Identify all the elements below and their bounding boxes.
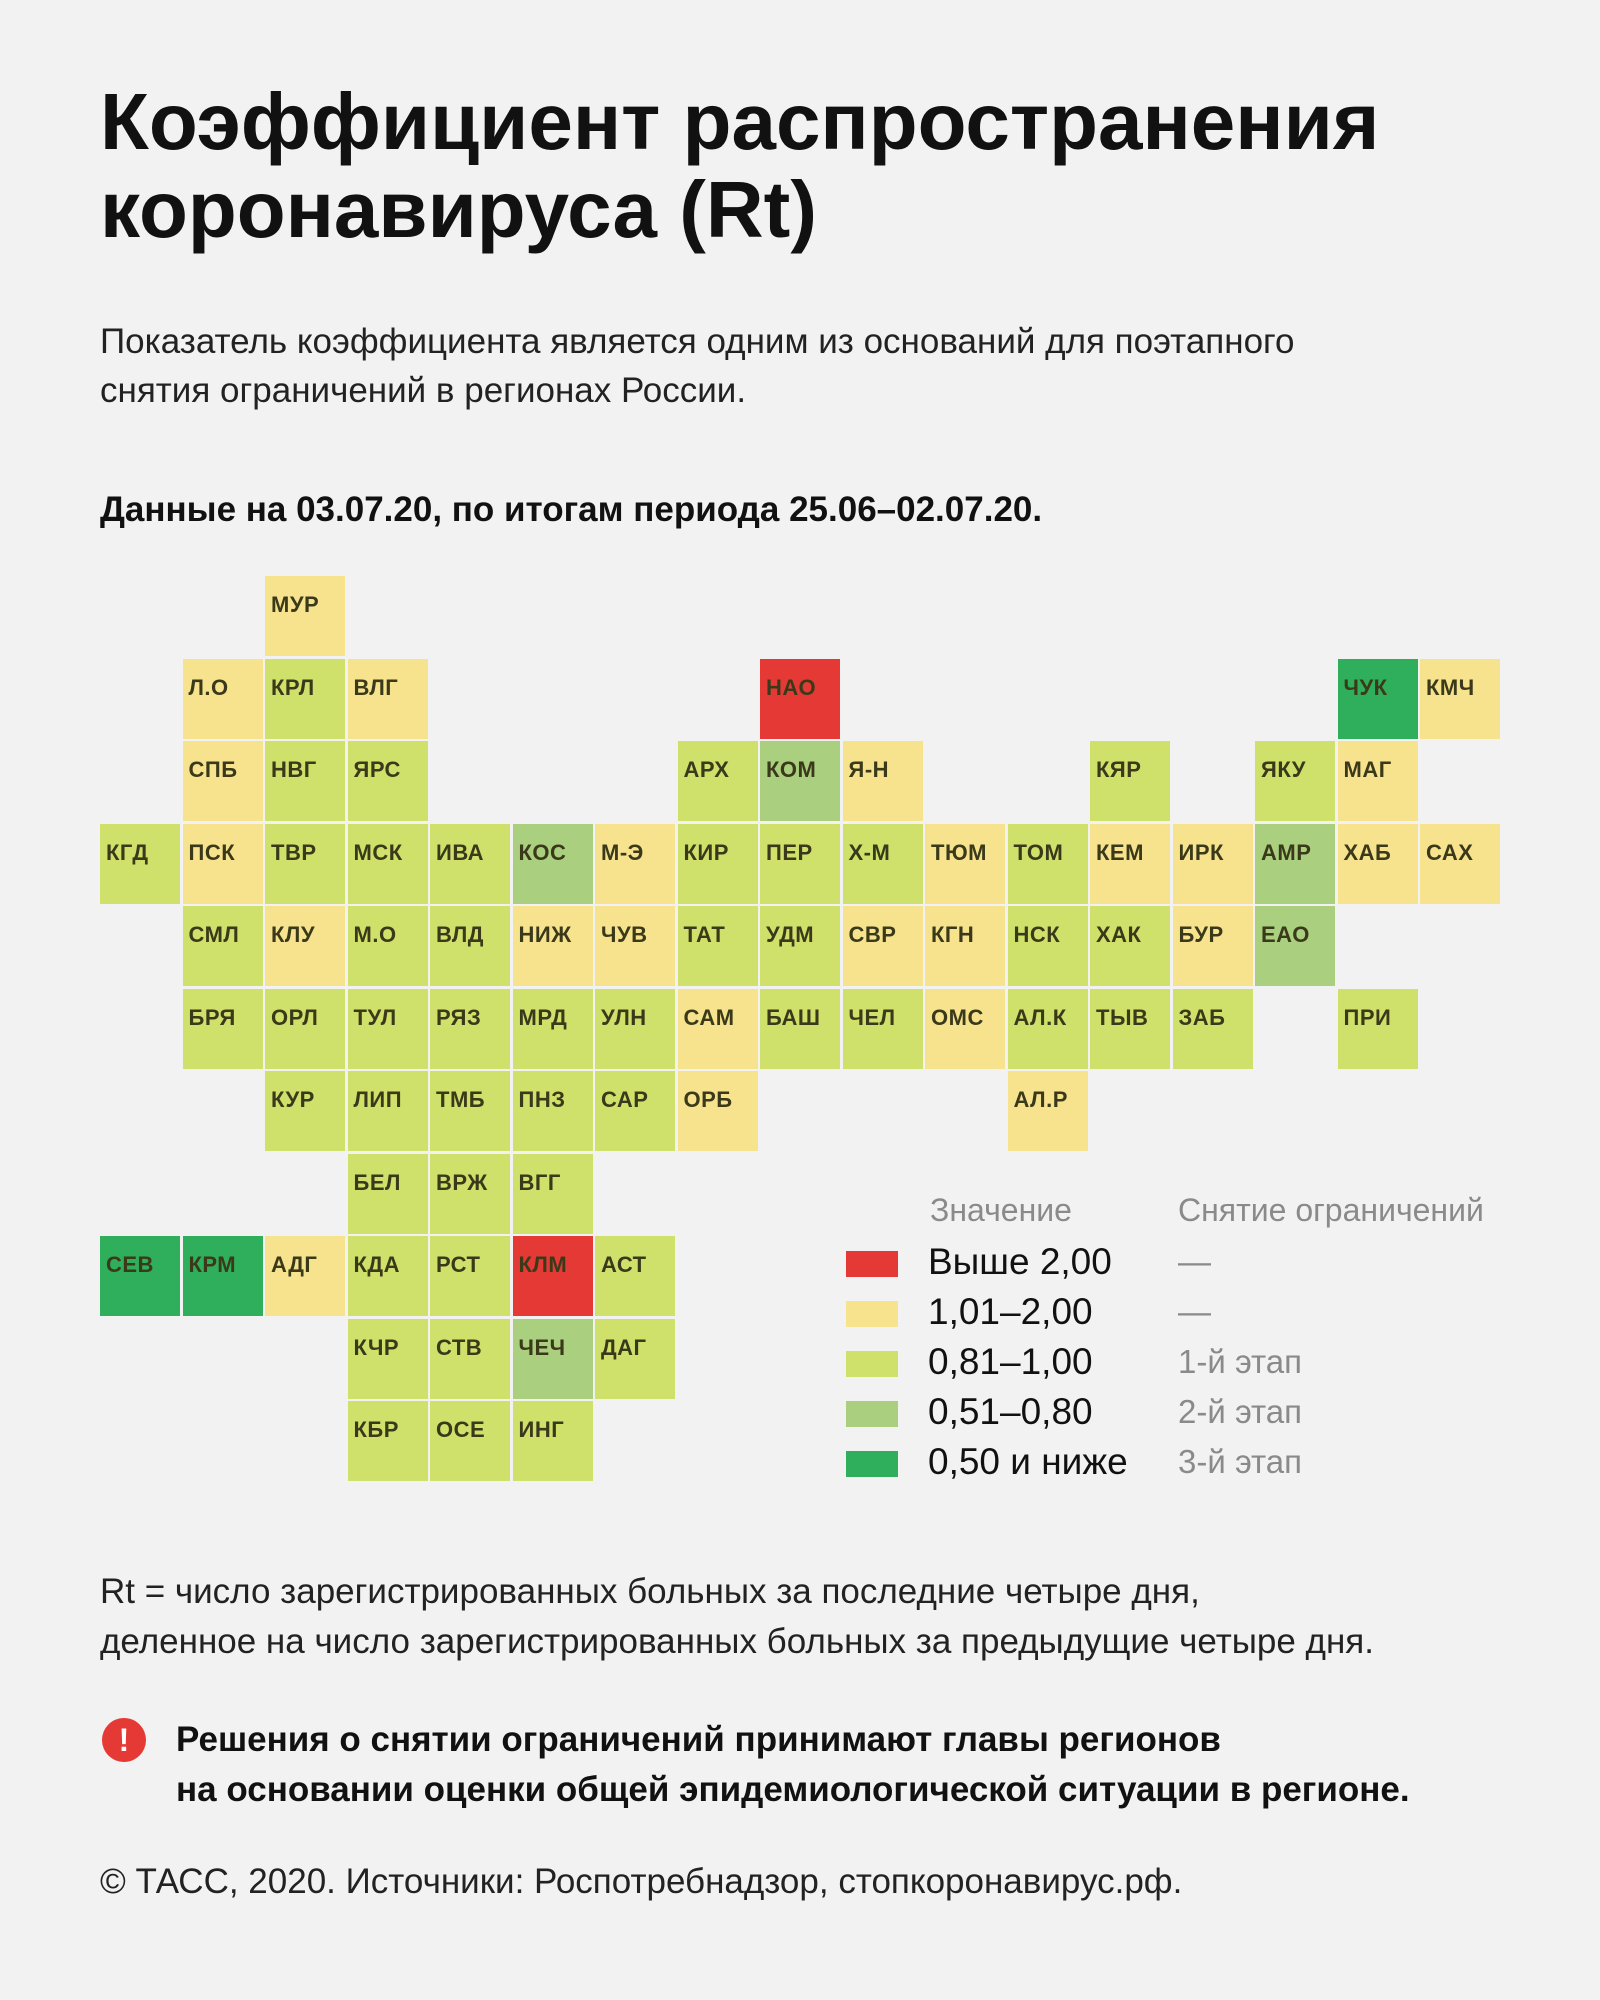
region-tile-ПСК: ПСК bbox=[183, 824, 263, 904]
region-tile-БЕЛ: БЕЛ bbox=[348, 1154, 428, 1234]
warning-line-1: Решения о снятии ограничений принимают главы регионов bbox=[176, 1720, 1221, 1759]
region-tile-АЛ.Р: АЛ.Р bbox=[1008, 1071, 1088, 1151]
legend-stage: 2-й этап bbox=[1178, 1393, 1303, 1430]
region-tile-МРД: МРД bbox=[513, 989, 593, 1069]
region-tile-ЗАБ: ЗАБ bbox=[1173, 989, 1253, 1069]
region-tile-АРХ: АРХ bbox=[678, 741, 758, 821]
region-tile-НСК: НСК bbox=[1008, 906, 1088, 986]
region-tile-КРЛ: КРЛ bbox=[265, 659, 345, 739]
region-tile-ПНЗ: ПНЗ bbox=[513, 1071, 593, 1151]
region-tile-МАГ: МАГ bbox=[1338, 741, 1418, 821]
region-tile-ОМС: ОМС bbox=[925, 989, 1005, 1069]
region-tile-СЕВ: СЕВ bbox=[100, 1236, 180, 1316]
region-tile-МСК: МСК bbox=[348, 824, 428, 904]
region-tile-ТЫВ: ТЫВ bbox=[1090, 989, 1170, 1069]
region-tile-КИР: КИР bbox=[678, 824, 758, 904]
region-tile-СТВ: СТВ bbox=[430, 1319, 510, 1399]
region-tile-Х-М: Х-М bbox=[843, 824, 923, 904]
region-tile-ИРК: ИРК bbox=[1173, 824, 1253, 904]
warning-note bbox=[176, 1715, 1556, 1815]
legend-stage: — bbox=[1178, 1243, 1211, 1280]
region-tile-КЯР: КЯР bbox=[1090, 741, 1170, 821]
region-tile-М.О: М.О bbox=[348, 906, 428, 986]
region-tile-ТАТ: ТАТ bbox=[678, 906, 758, 986]
subtitle-line-2: снятия ограничений в регионах России. bbox=[100, 371, 747, 410]
region-tile-ЕАО: ЕАО bbox=[1255, 906, 1335, 986]
source-credit: © ТАСС, 2020. Источники: Роспотребнадзор, стопкоронавирус.рф. bbox=[100, 1862, 1183, 1901]
region-tile-СМЛ: СМЛ bbox=[183, 906, 263, 986]
legend-header-value: Значение bbox=[930, 1192, 1072, 1228]
region-tile-САМ: САМ bbox=[678, 989, 758, 1069]
region-tile-БУР: БУР bbox=[1173, 906, 1253, 986]
region-tile-КЛУ: КЛУ bbox=[265, 906, 345, 986]
region-tile-ДАГ: ДАГ bbox=[595, 1319, 675, 1399]
region-tile-КЧР: КЧР bbox=[348, 1319, 428, 1399]
region-tile-ТВР: ТВР bbox=[265, 824, 345, 904]
title-line-1: Коэффициент распространения bbox=[100, 77, 1380, 166]
region-tile-ПЕР: ПЕР bbox=[760, 824, 840, 904]
region-tile-ЯРС: ЯРС bbox=[348, 741, 428, 821]
region-tile-ЧУВ: ЧУВ bbox=[595, 906, 675, 986]
legend-swatch-green bbox=[846, 1451, 898, 1477]
warning-line-2: на основании оценки общей эпидемиологической ситуации в регионе. bbox=[176, 1770, 1410, 1809]
region-tile-КМЧ: КМЧ bbox=[1420, 659, 1500, 739]
legend-swatch-yellow bbox=[846, 1301, 898, 1327]
region-tile-ЯКУ: ЯКУ bbox=[1255, 741, 1335, 821]
region-tile-РЯЗ: РЯЗ bbox=[430, 989, 510, 1069]
region-tile-НИЖ: НИЖ bbox=[513, 906, 593, 986]
region-tile-ВГГ: ВГГ bbox=[513, 1154, 593, 1234]
legend-label: 0,50 и ниже bbox=[928, 1441, 1128, 1482]
region-tile-Л.О: Л.О bbox=[183, 659, 263, 739]
formula-line-2: деленное на число зарегистрированных больных за предыдущие четыре дня. bbox=[100, 1622, 1374, 1661]
region-tile-КЕМ: КЕМ bbox=[1090, 824, 1170, 904]
region-tile-КРМ: КРМ bbox=[183, 1236, 263, 1316]
region-tile-ВРЖ: ВРЖ bbox=[430, 1154, 510, 1234]
region-tile-ТОМ: ТОМ bbox=[1008, 824, 1088, 904]
legend-swatch-light-green bbox=[846, 1401, 898, 1427]
region-tile-НАО: НАО bbox=[760, 659, 840, 739]
region-tile-ХАК: ХАК bbox=[1090, 906, 1170, 986]
region-tile-БРЯ: БРЯ bbox=[183, 989, 263, 1069]
region-tile-АСТ: АСТ bbox=[595, 1236, 675, 1316]
legend-stage: 3-й этап bbox=[1178, 1443, 1303, 1480]
legend-swatch-lime bbox=[846, 1351, 898, 1377]
exclamation-icon: ! bbox=[102, 1718, 146, 1762]
region-tile-КЛМ: КЛМ bbox=[513, 1236, 593, 1316]
region-tile-РСТ: РСТ bbox=[430, 1236, 510, 1316]
region-tile-КДА: КДА bbox=[348, 1236, 428, 1316]
legend-label: 0,51–0,80 bbox=[928, 1391, 1093, 1432]
region-tile-БАШ: БАШ bbox=[760, 989, 840, 1069]
region-tile-КУР: КУР bbox=[265, 1071, 345, 1151]
legend-stage: — bbox=[1178, 1293, 1211, 1330]
page-title bbox=[100, 78, 1540, 254]
region-tile-ВЛГ: ВЛГ bbox=[348, 659, 428, 739]
title-line-2: коронавируса (Rt) bbox=[100, 165, 817, 254]
region-tile-УДМ: УДМ bbox=[760, 906, 840, 986]
data-date: Данные на 03.07.20, по итогам периода 25.06–02.07.20. bbox=[100, 490, 1043, 529]
region-tile-М-Э: М-Э bbox=[595, 824, 675, 904]
legend-label: 0,81–1,00 bbox=[928, 1341, 1093, 1382]
region-tile-СПБ: СПБ bbox=[183, 741, 263, 821]
region-tile-АМР: АМР bbox=[1255, 824, 1335, 904]
legend-label: Выше 2,00 bbox=[928, 1241, 1112, 1282]
region-tile-Я-Н: Я-Н bbox=[843, 741, 923, 821]
region-tile-ЧЕЧ: ЧЕЧ bbox=[513, 1319, 593, 1399]
region-tile-КГН: КГН bbox=[925, 906, 1005, 986]
region-tile-ТЮМ: ТЮМ bbox=[925, 824, 1005, 904]
region-tile-ВЛД: ВЛД bbox=[430, 906, 510, 986]
region-tile-ОРЛ: ОРЛ bbox=[265, 989, 345, 1069]
subtitle-line-1: Показатель коэффициента является одним из оснований для поэтапного bbox=[100, 322, 1295, 361]
region-tile-ЧУК: ЧУК bbox=[1338, 659, 1418, 739]
region-tile-НВГ: НВГ bbox=[265, 741, 345, 821]
region-tile-ЧЕЛ: ЧЕЛ bbox=[843, 989, 923, 1069]
legend-label: 1,01–2,00 bbox=[928, 1291, 1093, 1332]
region-tile-САХ: САХ bbox=[1420, 824, 1500, 904]
legend-header-stage: Снятие ограничений bbox=[1178, 1192, 1484, 1228]
region-tile-ПРИ: ПРИ bbox=[1338, 989, 1418, 1069]
region-tile-ОРБ: ОРБ bbox=[678, 1071, 758, 1151]
region-tile-САР: САР bbox=[595, 1071, 675, 1151]
legend-stage: 1-й этап bbox=[1178, 1343, 1303, 1380]
region-tile-КОМ: КОМ bbox=[760, 741, 840, 821]
region-tile-ХАБ: ХАБ bbox=[1338, 824, 1418, 904]
region-tile-УЛН: УЛН bbox=[595, 989, 675, 1069]
region-tile-КГД: КГД bbox=[100, 824, 180, 904]
region-tile-КБР: КБР bbox=[348, 1401, 428, 1481]
region-tile-МУР: МУР bbox=[265, 576, 345, 656]
rt-formula bbox=[100, 1567, 1560, 1667]
region-tile-ТУЛ: ТУЛ bbox=[348, 989, 428, 1069]
region-tile-ТМБ: ТМБ bbox=[430, 1071, 510, 1151]
region-tile-АЛ.К: АЛ.К bbox=[1008, 989, 1088, 1069]
region-tile-АДГ: АДГ bbox=[265, 1236, 345, 1316]
formula-line-1: Rt = число зарегистрированных больных за последние четыре дня, bbox=[100, 1572, 1200, 1611]
region-tile-ИНГ: ИНГ bbox=[513, 1401, 593, 1481]
region-tile-ЛИП: ЛИП bbox=[348, 1071, 428, 1151]
region-tile-КОС: КОС bbox=[513, 824, 593, 904]
subtitle bbox=[100, 317, 1540, 415]
region-tile-СВР: СВР bbox=[843, 906, 923, 986]
legend-swatch-red bbox=[846, 1251, 898, 1277]
region-tile-ИВА: ИВА bbox=[430, 824, 510, 904]
region-tile-ОСЕ: ОСЕ bbox=[430, 1401, 510, 1481]
